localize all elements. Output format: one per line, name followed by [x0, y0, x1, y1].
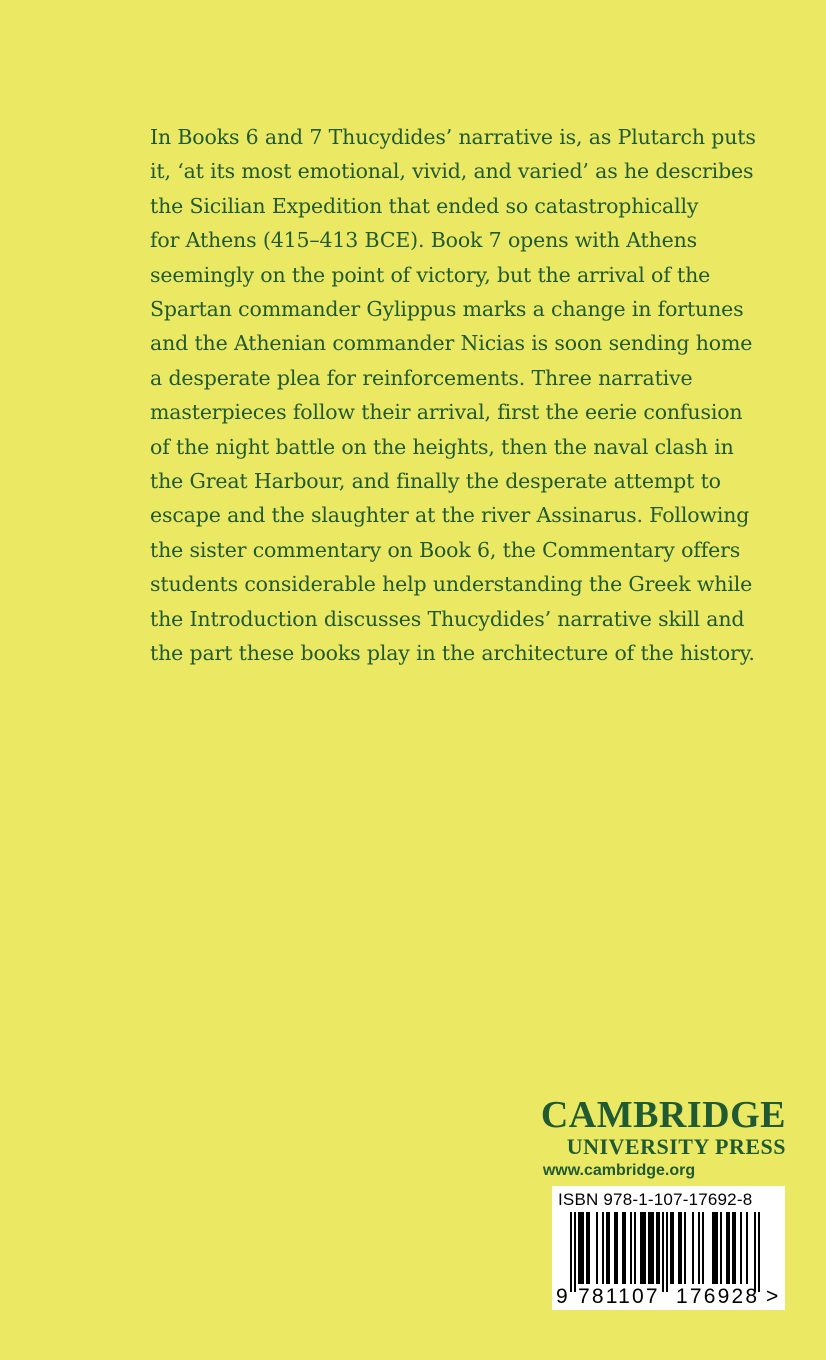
barcode-bar: [728, 1212, 730, 1284]
barcode-bar: [726, 1212, 728, 1284]
barcode-bar: [640, 1212, 642, 1284]
blurb-line: the Sicilian Expedition that ended so catastrophically: [150, 193, 699, 218]
barcode-bar: [622, 1212, 624, 1284]
barcode-bar: [656, 1212, 658, 1284]
barcode-bar: [586, 1212, 588, 1284]
barcode-bar: [634, 1212, 636, 1284]
blurb-line: In Books 6 and 7 Thucydides’ narrative is, as Plutarch puts: [150, 125, 756, 149]
barcode-bar: [732, 1212, 734, 1284]
barcode-bar: [644, 1212, 646, 1284]
barcode-bar: [642, 1212, 644, 1284]
barcode-bar: [624, 1212, 626, 1284]
isbn-barcode: [552, 1186, 785, 1310]
blurb-line: escape and the slaughter at the river Assinarus. Following: [150, 503, 750, 528]
blurb-line: seemingly on the point of victory, but the arrival of the: [150, 262, 711, 287]
publisher-subname: UNIVERSITY PRESS: [566, 1134, 786, 1159]
barcode-bar: [698, 1212, 700, 1284]
barcode-guard-bar: [758, 1212, 760, 1292]
barcode-bar: [672, 1212, 674, 1284]
barcode-bar: [680, 1212, 682, 1284]
barcode-bar: [720, 1212, 722, 1284]
barcode-guard-bar: [666, 1212, 668, 1292]
isbn-label: ISBN 978-1-107-17692-8: [558, 1190, 753, 1209]
barcode-bar: [658, 1212, 660, 1284]
barcode-bar: [602, 1212, 604, 1284]
publisher-name: CAMBRIDGE: [540, 1094, 786, 1136]
barcode-bar: [608, 1212, 610, 1284]
blurb-line: the part these books play in the architecture of the history.: [150, 641, 755, 666]
blurb-line: the Introduction discusses Thucydides’ narrative skill and: [150, 606, 745, 631]
barcode-bar: [714, 1212, 716, 1284]
barcode-guard-bar: [574, 1212, 576, 1292]
barcode-bar: [588, 1212, 590, 1284]
barcode-bar: [670, 1212, 672, 1284]
barcode-bar: [578, 1212, 580, 1284]
barcode-bar: [614, 1212, 616, 1284]
barcode-bar: [734, 1212, 736, 1284]
blurb-line: masterpieces follow their arrival, first the eerie confusion: [150, 400, 743, 425]
barcode-bar: [746, 1212, 748, 1284]
barcode-bar: [692, 1212, 694, 1284]
barcode-guard-bar: [662, 1212, 664, 1292]
barcode-bar: [648, 1212, 650, 1284]
publisher-url: www.cambridge.org: [542, 1162, 696, 1179]
barcode-bar: [716, 1212, 718, 1284]
blurb-line: and the Athenian commander Nicias is soon sending home: [150, 331, 753, 356]
barcode-bar: [650, 1212, 652, 1284]
blurb-line: students considerable help understanding the Greek while: [150, 572, 753, 597]
blurb-line: a desperate plea for reinforcements. Three narrative: [150, 365, 693, 390]
barcode-guard-bar: [570, 1212, 572, 1292]
publisher-logo: [541, 1096, 786, 1182]
barcode-guard-bar: [754, 1212, 756, 1292]
barcode-bar: [740, 1212, 742, 1284]
blurb-line: Spartan commander Gylippus marks a change in fortunes: [150, 297, 744, 322]
barcode-quiet-zone-marker: >: [766, 1285, 779, 1308]
blurb-line: for Athens (415–413 BCE). Book 7 opens with Athens: [150, 228, 698, 253]
blurb-line: it, ‘at its most emotional, vivid, and varied’ as he describes: [150, 159, 754, 184]
barcode-bar: [580, 1212, 582, 1284]
barcode-bar: [684, 1212, 686, 1284]
barcode-digits-right: 176928: [676, 1285, 760, 1308]
barcode-digits-left: 781107: [578, 1285, 660, 1308]
blurb-line: the Great Harbour, and finally the desperate attempt to: [150, 469, 721, 494]
barcode-bar: [630, 1212, 632, 1284]
barcode-bar: [712, 1212, 714, 1284]
barcode-bar: [652, 1212, 654, 1284]
barcode-bar: [702, 1212, 704, 1284]
barcode-bar: [582, 1212, 584, 1284]
blurb-line: of the night battle on the heights, then the naval clash in: [150, 434, 734, 459]
barcode-digit-first: 9: [556, 1285, 568, 1308]
barcode-bar: [616, 1212, 618, 1284]
barcode-bar: [606, 1212, 608, 1284]
blurb-line: the sister commentary on Book 6, the Commentary offers: [150, 537, 741, 562]
barcode-bar: [596, 1212, 598, 1284]
barcode-bar: [678, 1212, 680, 1284]
back-cover-blurb: [150, 120, 756, 671]
